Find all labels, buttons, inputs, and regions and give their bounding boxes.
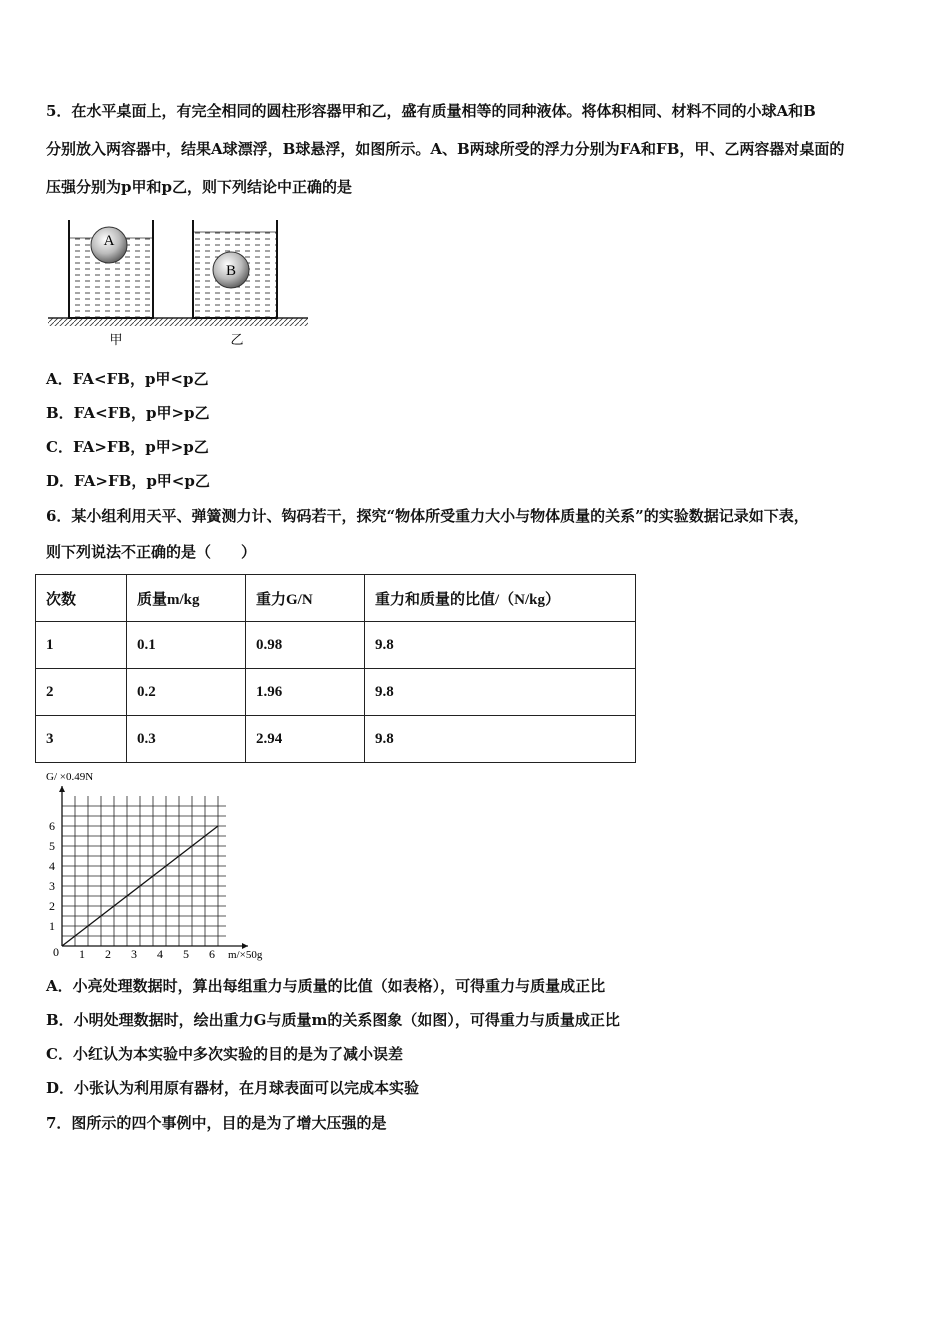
table-row — [36, 669, 636, 716]
q5-option-c: C．FA>FB，p甲>p乙 — [46, 438, 209, 456]
q5-option-d: D．FA>FB，p甲<p乙 — [46, 472, 210, 490]
y-axis-arrow — [59, 786, 65, 792]
x-axis-label: m/×50g — [228, 949, 263, 961]
origin-label: 0 — [53, 945, 59, 959]
y-tick-label: 4 — [49, 859, 55, 873]
ball-a-label: A — [103, 233, 115, 249]
header-cell: 重力和质量的比值/（N/kg） — [365, 575, 636, 622]
y-axis-label: G/ ×0.49N — [46, 771, 94, 783]
table-header-row — [36, 575, 636, 622]
table-cell: 0.2 — [127, 669, 246, 716]
containers-figure — [44, 212, 314, 352]
q6-option-d: D．小张认为利用原有器材，在月球表面可以完成本实验 — [46, 1079, 420, 1097]
x-tick-label: 3 — [131, 947, 137, 961]
ball-b-label: B — [225, 263, 237, 279]
header-cell: 质量m/kg — [127, 575, 246, 622]
q6-line-2: 则下列说法不正确的是（ ） — [46, 543, 257, 561]
x-tick-label: 4 — [157, 947, 163, 961]
q6-option-c: C．小红认为本实验中多次实验的目的是为了减小误差 — [46, 1045, 403, 1063]
y-tick-label: 5 — [49, 839, 55, 853]
table-row — [36, 716, 636, 763]
table-cell: 1.96 — [246, 669, 365, 716]
table-cell: 1 — [36, 622, 127, 669]
y-tick-label: 3 — [49, 879, 55, 893]
table-cell: 3 — [36, 716, 127, 763]
data-table — [35, 574, 636, 763]
q6-line-1: 6．某小组利用天平、弹簧测力计、钩码若干，探究“物体所受重力大小与物体质量的关系”的实验数据记录如下表， — [46, 507, 809, 525]
table-cell: 2 — [36, 669, 127, 716]
table-cell: 9.8 — [365, 622, 636, 669]
table-cell: 0.98 — [246, 622, 365, 669]
q5-line-2: 分别放入两容器中，结果A球漂浮，B球悬浮，如图所示。A、B两球所受的浮力分别为FA和FB，甲、乙两容器对桌面的 — [46, 140, 845, 158]
q5-option-b: B．FA<FB，p甲>p乙 — [46, 404, 210, 422]
header-cell: 重力G/N — [246, 575, 365, 622]
x-tick-label: 1 — [79, 947, 85, 961]
q5-line-1: 5．在水平桌面上，有完全相同的圆柱形容器甲和乙，盛有质量相等的同种液体。将体积相同、材料不同的小球A和B — [46, 102, 816, 120]
q6-option-a: A．小亮处理数据时，算出每组重力与质量的比值（如表格），可得重力与质量成正比 — [46, 977, 606, 995]
table-cell: 2.94 — [246, 716, 365, 763]
x-tick-label: 6 — [209, 947, 215, 961]
x-tick-label: 5 — [183, 947, 189, 961]
table-surface — [48, 318, 308, 326]
label-jia: 甲 — [109, 332, 123, 347]
y-tick-label: 6 — [49, 819, 55, 833]
header-cell: 次数 — [36, 575, 127, 622]
g-m-chart — [34, 768, 304, 964]
table-cell: 0.3 — [127, 716, 246, 763]
q7-line-1: 7．图所示的四个事例中，目的是为了增大压强的是 — [46, 1114, 387, 1132]
table-cell: 9.8 — [365, 669, 636, 716]
q5-option-a: A．FA<FB，p甲<p乙 — [46, 370, 209, 388]
x-tick-label: 2 — [105, 947, 111, 961]
table-row — [36, 622, 636, 669]
q6-option-b: B．小明处理数据时，绘出重力G与质量m的关系图象（如图），可得重力与质量成正比 — [46, 1011, 620, 1029]
label-yi: 乙 — [230, 332, 244, 347]
table-cell: 9.8 — [365, 716, 636, 763]
table-cell: 0.1 — [127, 622, 246, 669]
y-tick-label: 2 — [49, 899, 55, 913]
y-tick-label: 1 — [49, 919, 55, 933]
q5-line-3: 压强分别为p甲和p乙，则下列结论中正确的是 — [46, 178, 352, 196]
